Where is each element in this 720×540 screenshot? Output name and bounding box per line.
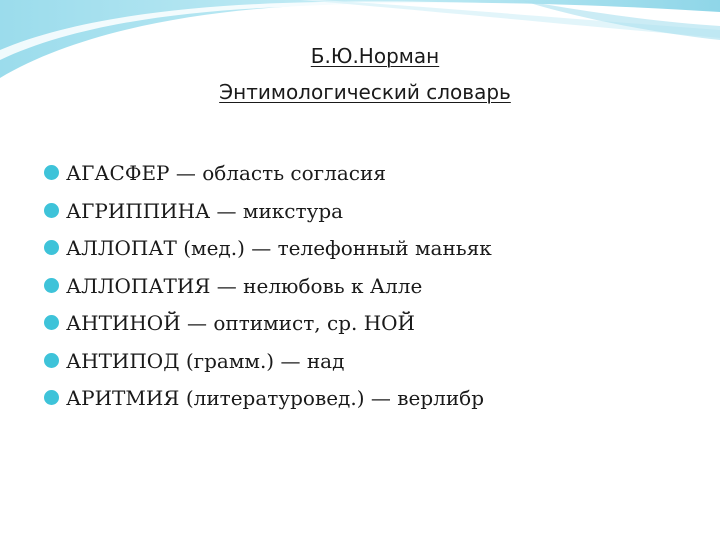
title-dictionary-name: Энтимологический словарь [219, 80, 511, 104]
bullet-icon [44, 240, 59, 255]
entry-text: АРИТМИЯ (литературовед.) — верлибр [66, 386, 485, 410]
entry-text: АЛЛОПАТИЯ — нелюбовь к Алле [66, 273, 423, 298]
entry-list [44, 158, 704, 421]
list-item [44, 308, 704, 346]
list-item [44, 233, 704, 271]
bullet-icon [44, 203, 59, 218]
bullet-icon [44, 390, 59, 405]
bullet-icon [44, 353, 59, 368]
entry-text: АНТИПОД (грамм.) — над [66, 348, 345, 373]
entry-text: АГАСФЕР — область согласия [66, 161, 386, 185]
list-item [44, 158, 704, 196]
list-item [44, 271, 704, 309]
entry-text: АЛЛОПАТ (мед.) — телефонный маньяк [66, 236, 492, 260]
list-item [44, 383, 704, 421]
bullet-icon [44, 315, 59, 330]
entry-text: АГРИППИНА — микстура [66, 198, 344, 223]
bullet-icon [44, 165, 59, 180]
list-item [44, 196, 704, 234]
slide-title [0, 38, 720, 110]
bullet-icon [44, 278, 59, 293]
title-author: Б.Ю.Норман [310, 44, 440, 68]
entry-text: АНТИНОЙ — оптимист, ср. НОЙ [66, 311, 415, 335]
list-item [44, 346, 704, 384]
